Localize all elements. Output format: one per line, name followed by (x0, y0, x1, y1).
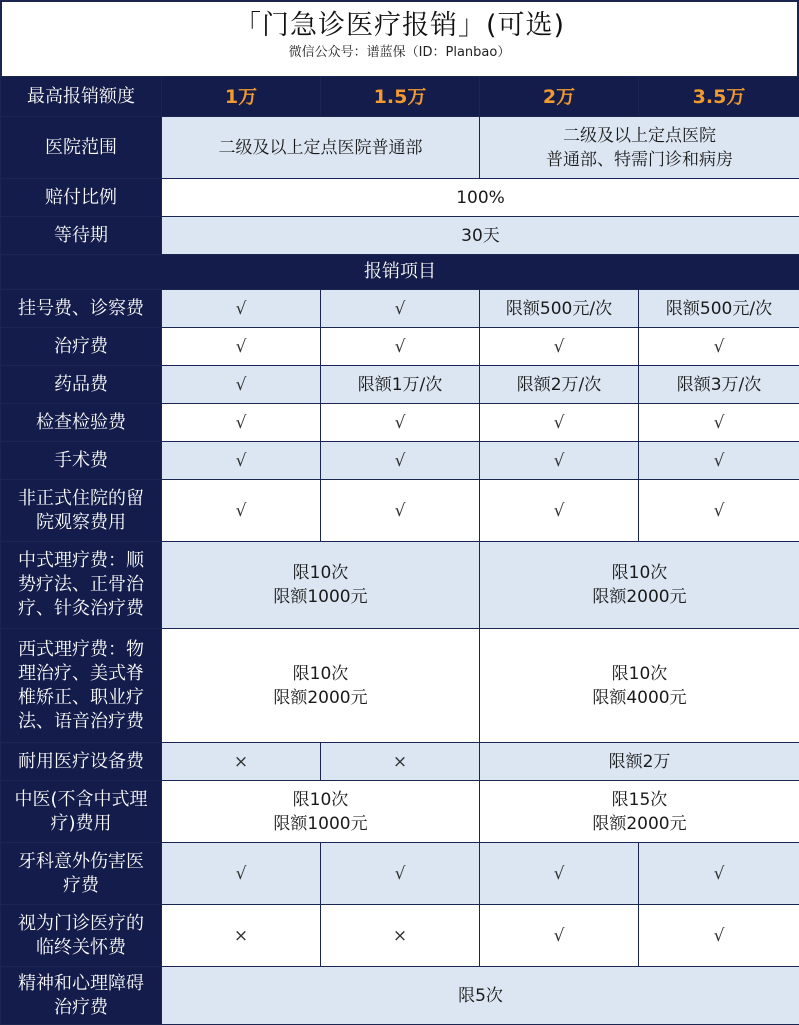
examination-plan-3: √ (480, 404, 639, 442)
page-subtitle: 微信公众号：谱蓝保（ID：Planbao） (2, 44, 797, 62)
treatment-label: 治疗费 (1, 328, 162, 366)
header-label: 最高报销额度 (1, 77, 162, 117)
treatment-row (1, 328, 799, 366)
observation-label-line1: 非正式住院的留 (3, 487, 159, 511)
tcm-advanced (480, 781, 799, 843)
hospice-plan-3: √ (480, 905, 639, 967)
tcm-basic-line2: 限额1000元 (164, 812, 477, 836)
durable-equipment-advanced: 限额2万 (480, 743, 799, 781)
dental-plan-3: √ (480, 843, 639, 905)
plan-1-header: 1万 (162, 77, 321, 117)
surgery-plan-1: √ (162, 442, 321, 480)
registration-row (1, 290, 799, 328)
western-therapy-advanced-line2: 限额4000元 (482, 686, 797, 710)
surgery-plan-3: √ (480, 442, 639, 480)
surgery-row (1, 442, 799, 480)
observation-plan-3: √ (480, 480, 639, 542)
section-title: 报销项目 (1, 255, 799, 290)
chinese-therapy-row (1, 542, 799, 629)
hospice-plan-1: × (162, 905, 321, 967)
tcm-advanced-line1: 限15次 (482, 788, 797, 812)
surgery-plan-4: √ (639, 442, 799, 480)
western-therapy-advanced-line1: 限10次 (482, 662, 797, 686)
waiting-period-label: 等待期 (1, 217, 162, 255)
chinese-therapy-label (1, 542, 162, 629)
waiting-period-row (1, 217, 799, 255)
waiting-period-value: 30天 (162, 217, 799, 255)
chinese-therapy-advanced-line1: 限10次 (482, 561, 797, 585)
registration-plan-4: 限额500元/次 (639, 290, 799, 328)
tcm-label (1, 781, 162, 843)
dental-label (1, 843, 162, 905)
mental-label-line1: 精神和心理障碍 (3, 972, 159, 996)
header-row (1, 77, 799, 117)
registration-plan-3: 限额500元/次 (480, 290, 639, 328)
dental-row (1, 843, 799, 905)
observation-row (1, 480, 799, 542)
hospice-label (1, 905, 162, 967)
chinese-therapy-label-line3: 疗、针灸治疗费 (3, 597, 159, 621)
hospice-label-line1: 视为门诊医疗的 (3, 912, 159, 936)
mental-label-line2: 治疗费 (3, 996, 159, 1020)
plan-3-header: 2万 (480, 77, 639, 117)
durable-equipment-label: 耐用医疗设备费 (1, 743, 162, 781)
hospice-plan-2: × (321, 905, 480, 967)
medicine-label: 药品费 (1, 366, 162, 404)
observation-label-line2: 院观察费用 (3, 511, 159, 535)
treatment-plan-2: √ (321, 328, 480, 366)
tcm-label-line2: 疗)费用 (3, 812, 159, 836)
payout-ratio-label: 赔付比例 (1, 179, 162, 217)
payout-ratio-value: 100% (162, 179, 799, 217)
dental-plan-2: √ (321, 843, 480, 905)
tcm-advanced-line2: 限额2000元 (482, 812, 797, 836)
mental-value: 限5次 (162, 967, 799, 1025)
western-therapy-advanced (480, 629, 799, 743)
dental-label-line1: 牙科意外伤害医 (3, 850, 159, 874)
examination-row (1, 404, 799, 442)
dental-label-line2: 疗费 (3, 874, 159, 898)
durable-equipment-row (1, 743, 799, 781)
chinese-therapy-basic-line2: 限额1000元 (164, 585, 477, 609)
hospital-range-label: 医院范围 (1, 117, 162, 179)
tcm-label-line1: 中医(不含中式理 (3, 788, 159, 812)
registration-label: 挂号费、诊察费 (1, 290, 162, 328)
title-box (0, 0, 799, 76)
examination-plan-2: √ (321, 404, 480, 442)
western-therapy-label-line4: 法、语音治疗费 (3, 710, 159, 734)
chinese-therapy-basic (162, 542, 480, 629)
chinese-therapy-label-line1: 中式理疗费：顺 (3, 549, 159, 573)
examination-label: 检查检验费 (1, 404, 162, 442)
plan-2-header: 1.5万 (321, 77, 480, 117)
observation-plan-2: √ (321, 480, 480, 542)
dental-plan-1: √ (162, 843, 321, 905)
observation-plan-4: √ (639, 480, 799, 542)
hospital-range-advanced-line2: 普通部、特需门诊和病房 (482, 148, 797, 172)
hospital-range-basic: 二级及以上定点医院普通部 (162, 117, 480, 179)
mental-label (1, 967, 162, 1025)
hospice-row (1, 905, 799, 967)
durable-equipment-plan-1: × (162, 743, 321, 781)
tcm-basic (162, 781, 480, 843)
surgery-plan-2: √ (321, 442, 480, 480)
chinese-therapy-label-line2: 势疗法、正骨治 (3, 573, 159, 597)
plan-4-header: 3.5万 (639, 77, 799, 117)
hospital-range-row (1, 117, 799, 179)
treatment-plan-3: √ (480, 328, 639, 366)
page-title: 「门急诊医疗报销」(可选) (2, 2, 797, 43)
western-therapy-row (1, 629, 799, 743)
observation-label (1, 480, 162, 542)
dental-plan-4: √ (639, 843, 799, 905)
medicine-row (1, 366, 799, 404)
western-therapy-basic-line2: 限额2000元 (164, 686, 477, 710)
western-therapy-label (1, 629, 162, 743)
medicine-plan-2: 限额1万/次 (321, 366, 480, 404)
medicine-plan-3: 限额2万/次 (480, 366, 639, 404)
observation-plan-1: √ (162, 480, 321, 542)
chinese-therapy-advanced-line2: 限额2000元 (482, 585, 797, 609)
section-row (1, 255, 799, 290)
examination-plan-1: √ (162, 404, 321, 442)
western-therapy-label-line2: 理治疗、美式脊 (3, 662, 159, 686)
payout-ratio-row (1, 179, 799, 217)
hospice-label-line2: 临终关怀费 (3, 936, 159, 960)
registration-plan-1: √ (162, 290, 321, 328)
registration-plan-2: √ (321, 290, 480, 328)
western-therapy-basic-line1: 限10次 (164, 662, 477, 686)
surgery-label: 手术费 (1, 442, 162, 480)
reimbursement-table (0, 76, 799, 1025)
western-therapy-basic (162, 629, 480, 743)
examination-plan-4: √ (639, 404, 799, 442)
medicine-plan-4: 限额3万/次 (639, 366, 799, 404)
hospice-plan-4: √ (639, 905, 799, 967)
mental-row (1, 967, 799, 1025)
tcm-row (1, 781, 799, 843)
medicine-plan-1: √ (162, 366, 321, 404)
hospital-range-advanced-line1: 二级及以上定点医院 (482, 124, 797, 148)
chinese-therapy-advanced (480, 542, 799, 629)
chinese-therapy-basic-line1: 限10次 (164, 561, 477, 585)
hospital-range-advanced (480, 117, 799, 179)
treatment-plan-1: √ (162, 328, 321, 366)
western-therapy-label-line1: 西式理疗费：物 (3, 638, 159, 662)
treatment-plan-4: √ (639, 328, 799, 366)
durable-equipment-plan-2: × (321, 743, 480, 781)
tcm-basic-line1: 限10次 (164, 788, 477, 812)
western-therapy-label-line3: 椎矫正、职业疗 (3, 686, 159, 710)
